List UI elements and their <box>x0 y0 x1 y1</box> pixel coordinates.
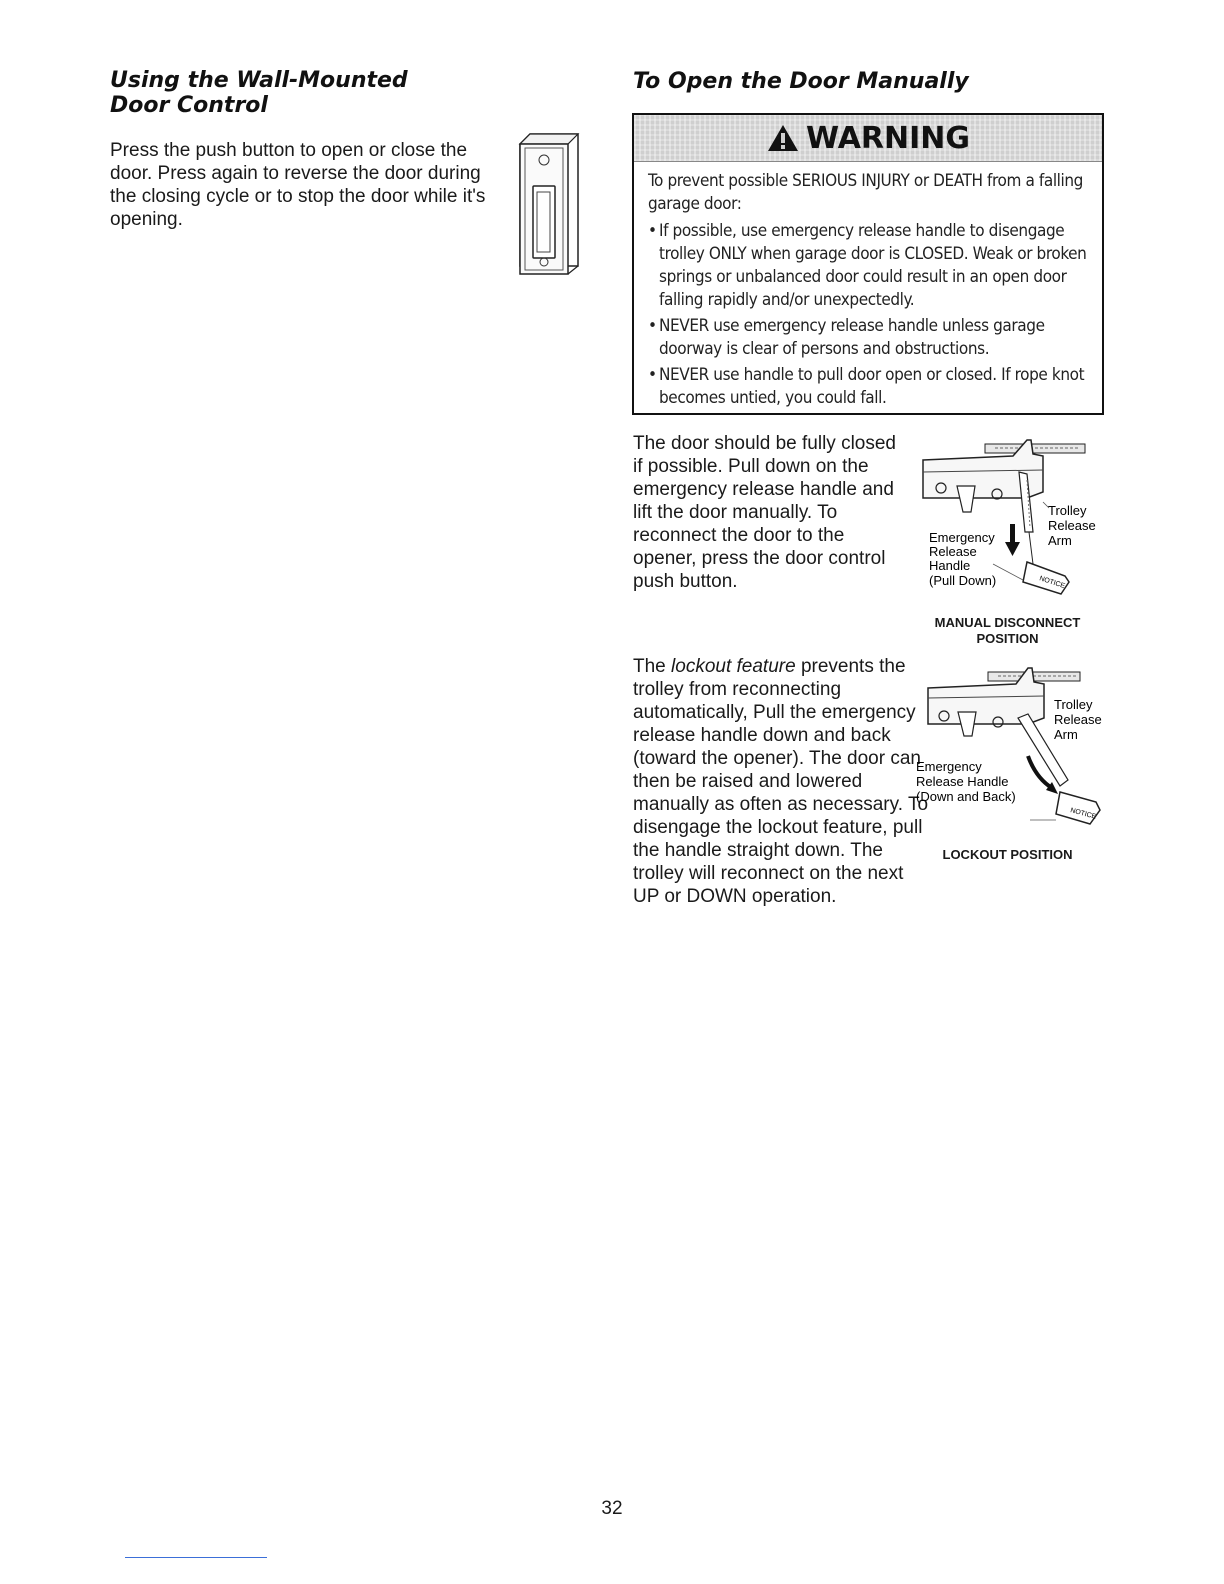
warning-title: WARNING <box>805 120 971 156</box>
lockout-instructions <box>633 655 933 908</box>
page-number: 32 <box>601 1498 623 1519</box>
warning-triangle-icon <box>766 123 800 153</box>
emergency-handle-label: Emergency <box>916 759 982 774</box>
emergency-handle-label: Release <box>929 544 977 559</box>
caption-line: POSITION <box>976 631 1039 646</box>
warning-list <box>648 220 1090 410</box>
emergency-handle-label: (Down and Back) <box>916 789 1016 804</box>
trolley-release-arm-label: Trolley <box>1054 697 1093 712</box>
caption-line: MANUAL DISCONNECT <box>934 615 1081 630</box>
emergency-handle-label: Handle <box>929 558 971 573</box>
notice-tag-text: NOTICE <box>1069 807 1097 821</box>
trolley-release-arm-label: Release <box>1054 712 1102 727</box>
emergency-handle-label: Release Handle <box>916 774 1009 789</box>
emergency-handle-label: (Pull Down) <box>929 573 997 588</box>
lockout-text-pre: The <box>633 656 672 677</box>
trolley-release-arm-label: Arm <box>1048 533 1072 548</box>
section-title-wall-control <box>110 68 490 118</box>
wall-control-illustration <box>508 130 592 280</box>
title-line-2: Door Control <box>110 93 268 118</box>
lockout-feature-term: lockout feature <box>671 656 796 677</box>
section-title-open-manually: To Open the Door Manually <box>633 69 969 94</box>
warning-bullet: • NEVER use emergency release handle unless garage doorway is clear of persons and obstructions. <box>648 315 1090 361</box>
emergency-handle-label: Emergency <box>929 530 995 545</box>
footer-rule <box>125 1557 267 1558</box>
title-line-1: Using the Wall-Mounted <box>110 68 408 93</box>
trolley-release-arm-label: Arm <box>1054 727 1078 742</box>
trolley-release-arm-label: Trolley <box>1048 503 1087 518</box>
manual-disconnect-caption <box>915 615 1100 647</box>
manual-disconnect-figure <box>915 432 1115 602</box>
warning-intro: To prevent possible SERIOUS INJURY or DEATH from a falling garage door: <box>648 171 1083 214</box>
manual-release-instructions: The door should be fully closed if possible. Pull down on the emergency release handle and lift the door manually. To reconnect the door to the opener, press the door control push button. <box>633 433 896 592</box>
trolley-release-arm-label: Release <box>1048 518 1096 533</box>
lockout-caption: LOCKOUT POSITION <box>942 847 1073 862</box>
warning-box <box>632 113 1104 415</box>
notice-tag-text: NOTICE <box>1038 575 1066 591</box>
warning-body <box>634 162 1102 410</box>
lockout-text-post: prevents the trolley from reconnecting automatically, Pull the emergency release handle down and back (toward the opener). The door can then be raised and lowered manually as often as necessary. To disengage the lockout feature, pull the handle straight down. The trolley will reconnect on the next UP or DOWN operation. <box>633 656 929 907</box>
warning-bullet: • NEVER use handle to pull door open or closed. If rope knot becomes untied, you could fall. <box>648 364 1090 410</box>
wall-control-instructions: Press the push button to open or close the door. Press again to reverse the door during the closing cycle or to stop the door while it's opening. <box>110 140 486 230</box>
warning-bullet: • If possible, use emergency release handle to disengage trolley ONLY when garage door is CLOSED. Weak or broken springs or unbalanced door could result in an open door falling rapidly and/or unexpectedly. <box>648 220 1090 312</box>
lockout-position-figure <box>910 662 1110 832</box>
warning-header <box>634 115 1102 162</box>
